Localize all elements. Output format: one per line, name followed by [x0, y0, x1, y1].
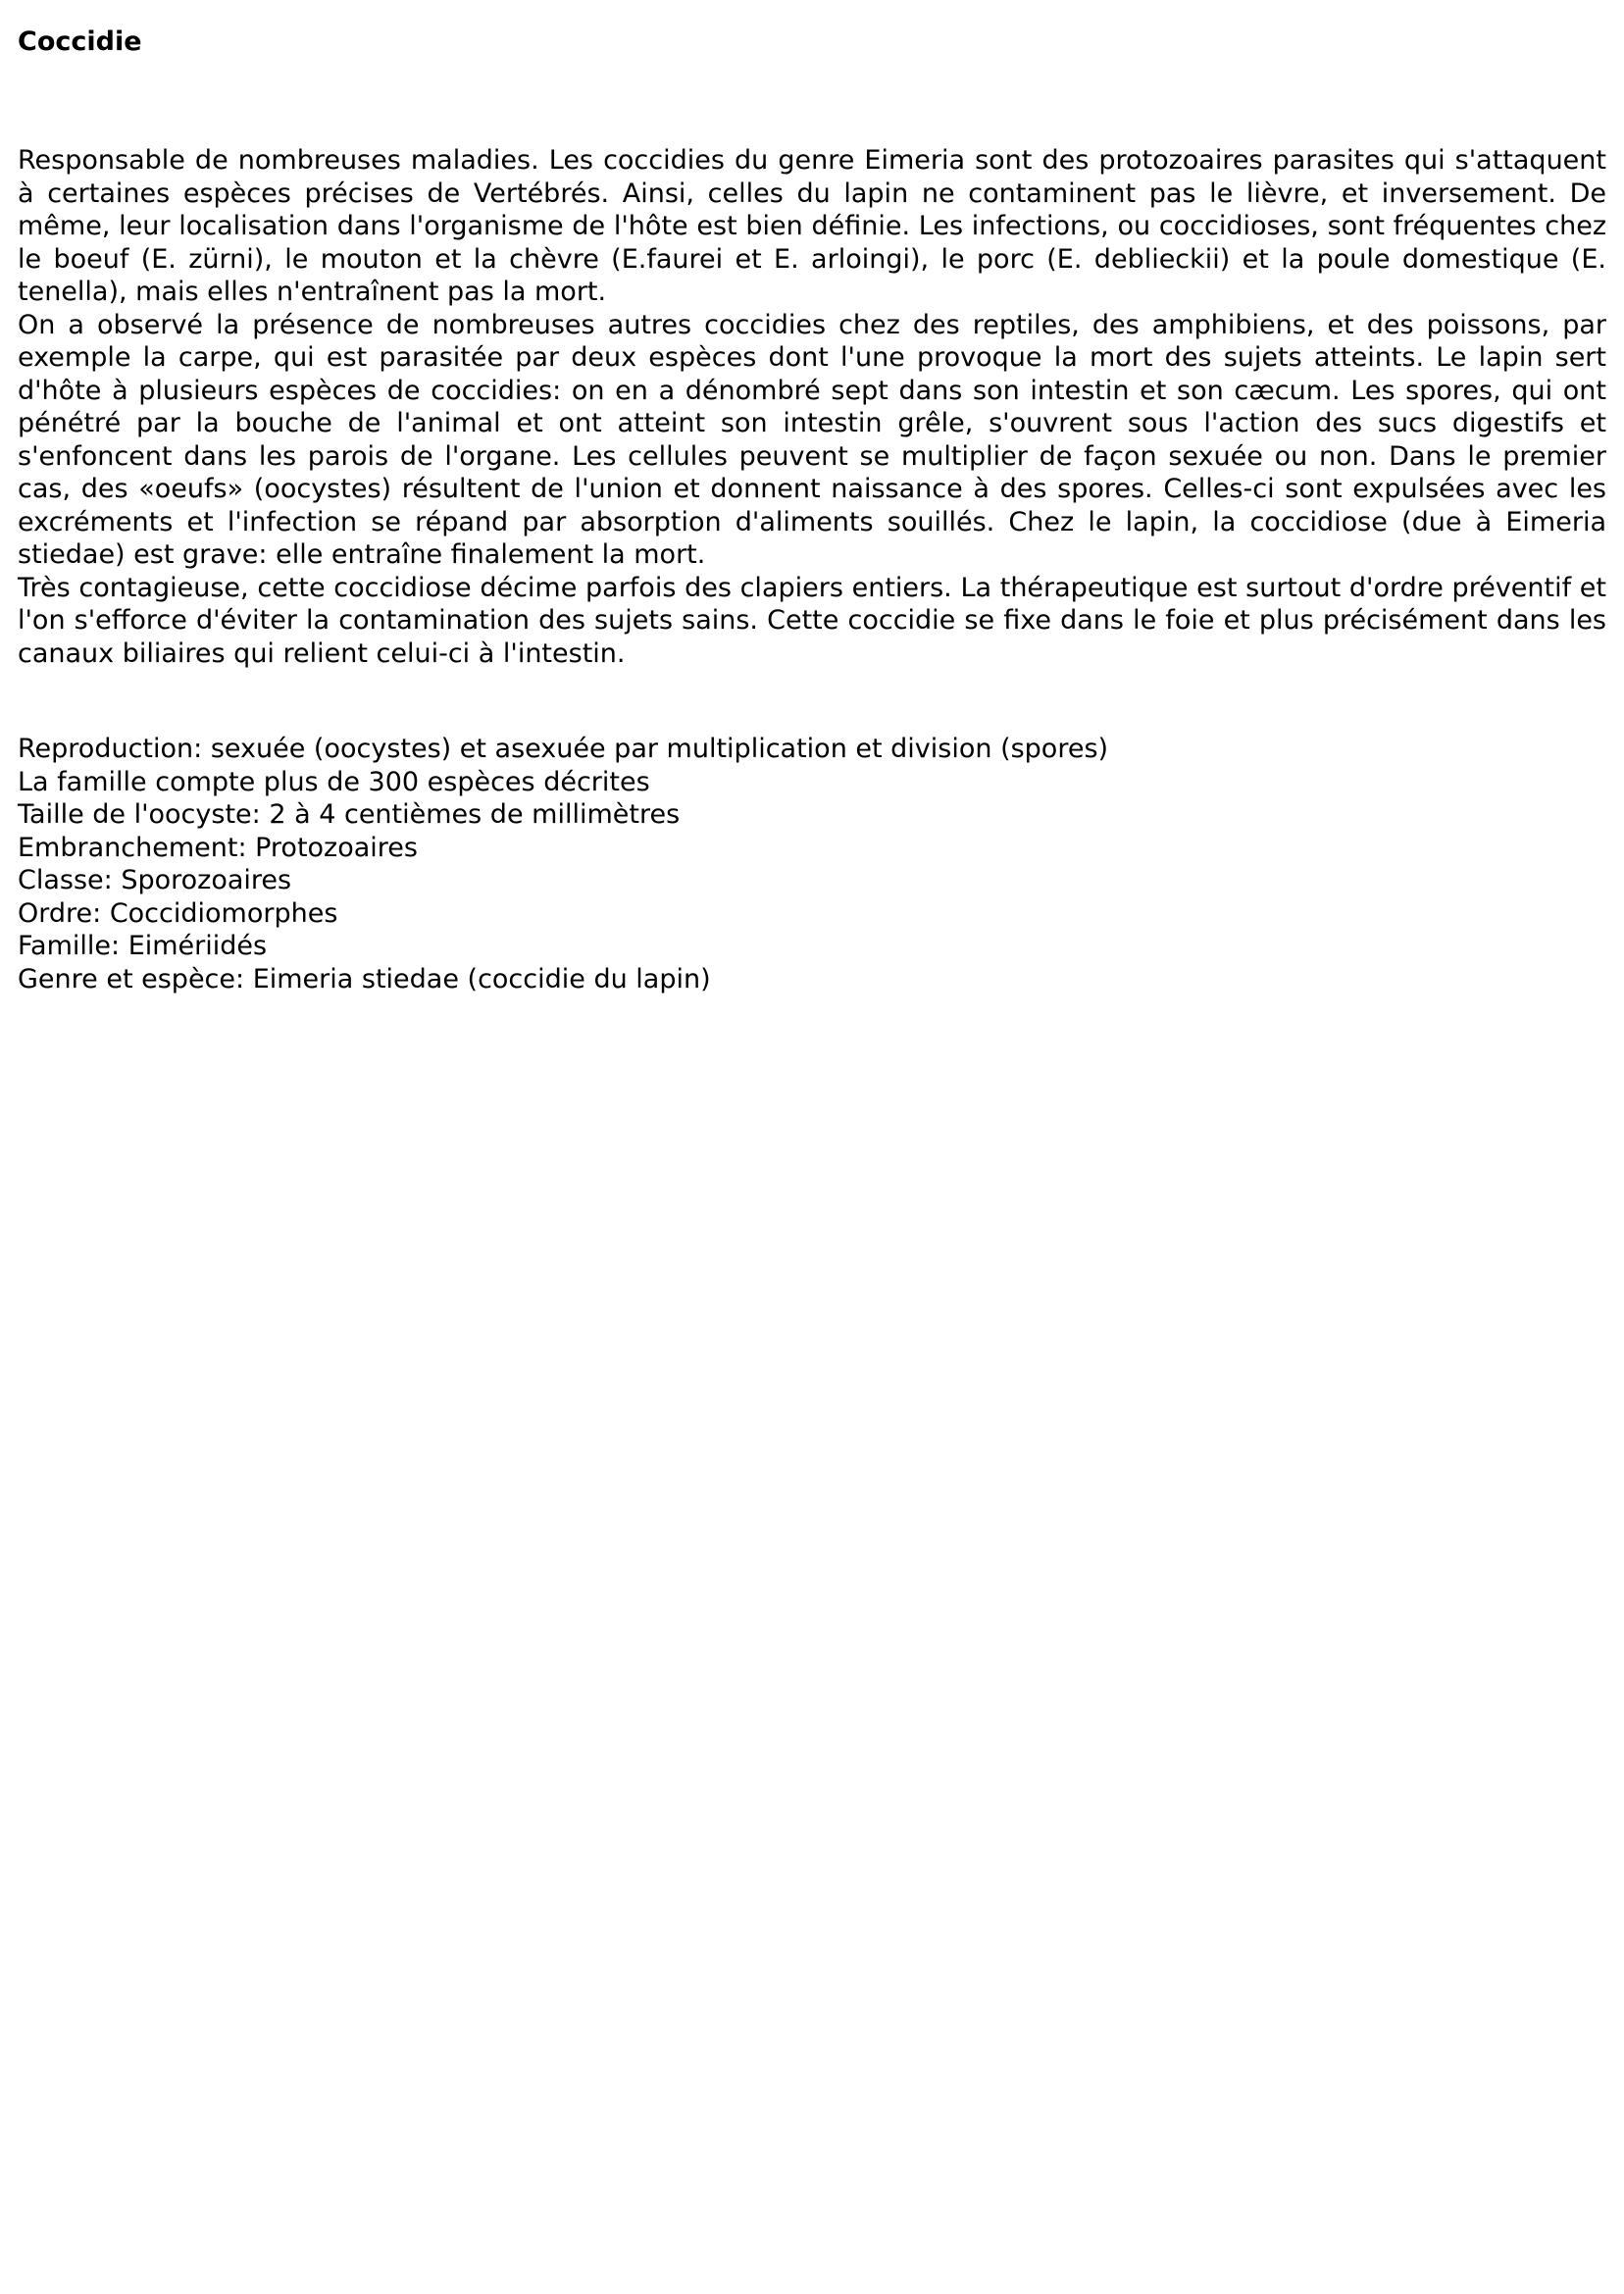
fact-list [18, 733, 1606, 995]
document-page [18, 25, 1606, 995]
fact-order: Ordre: Coccidiomorphes [18, 897, 338, 929]
fact-oocyst-size: Taille de l'oocyste: 2 à 4 centièmes de millimètres [18, 799, 681, 830]
fact-family: Famille: Eimériidés [18, 931, 268, 961]
fact-reproduction: Reproduction: sexuée (oocystes) et asexuée par multiplication et division (spores) [18, 734, 1109, 764]
fact-species-count: La famille compte plus de 300 espèces décrites [18, 766, 650, 797]
paragraph-contagion: Très contagieuse, cette coccidiose décime parfois des clapiers entiers. La thérapeutique est surtout d'ordre préventif et l'on s'efforce d'éviter la contamination des sujets sains. Cette coccidie se fixe dans le foie et plus précisément dans les canaux biliaires qui relient celui-ci à l'intestin. [18, 572, 1606, 669]
paragraph-hosts: On a observé la présence de nombreuses autres coccidies chez des reptiles, des amphibiens, et des poissons, par exemple la carpe, qui est parasitée par deux espèces dont l'une provoque la mort des sujets atteints. Le lapin sert d'hôte à plusieurs espèces de coccidies: on en a dénombré sept dans son intestin et son cæcum. Les spores, qui ont pénétré par la bouche de l'animal et ont atteint son intestin grêle, s'ouvrent sous l'action des sucs digestifs et s'enfoncent dans les parois de l'organe. Les cellules peuvent se multiplier de façon sexuée ou non. Dans le premier cas, des «oeufs» (oocystes) résultent de l'union et donnent naissance à des spores. Celles-ci sont expulsées avec les excréments et l'infection se répand par absorption d'aliments souillés. Chez le lapin, la coccidiose (due à Eimeria stiedae) est grave: elle entraîne finalement la mort. [18, 309, 1606, 570]
fact-genus-species: Genre et espèce: Eimeria stiedae (coccidie du lapin) [18, 963, 711, 994]
paragraph-intro: Responsable de nombreuses maladies. Les coccidies du genre Eimeria sont des protozoaires parasites qui s'attaquent à certaines espèces précises de Vertébrés. Ainsi, celles du lapin ne contaminent pas le lièvre, et inversement. De même, leur localisation dans l'organisme de l'hôte est bien définie. Les infections, ou coccidioses, sont fréquentes chez le boeuf (E. zürni), le mouton et la chèvre (E.faurei et E. arloingi), le porc (E. deblieckii) et la poule domestique (E. tenella), mais elles n'entraînent pas la mort. [18, 145, 1606, 307]
fact-class: Classe: Sporozoaires [18, 865, 292, 895]
fact-phylum: Embranchement: Protozoaires [18, 832, 418, 863]
document-title: Coccidie [18, 26, 142, 57]
body-text [18, 144, 1606, 670]
